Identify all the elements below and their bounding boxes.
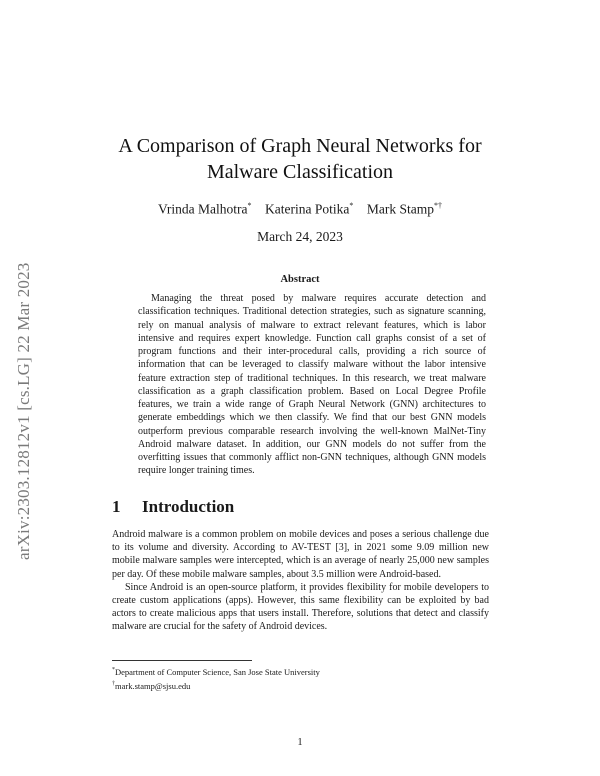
author-name: Katerina Potika <box>265 201 350 217</box>
section-heading-introduction <box>112 497 234 517</box>
author-name: Mark Stamp <box>366 201 435 217</box>
author-list <box>60 201 540 218</box>
footnote-affiliation <box>112 664 492 678</box>
section-title: Introduction <box>142 497 235 516</box>
author-affiliation-mark: * <box>349 201 354 210</box>
footnote-mark: * <box>112 667 115 673</box>
publication-date: March 24, 2023 <box>257 229 343 244</box>
author-affiliation-mark: *† <box>434 201 443 210</box>
page-number: 1 <box>297 737 303 748</box>
introduction-paragraph: Android malware is a common problem on mobile devices and poses a serious challenge due to its volume and diversity. According to AV-TEST [3], in 2021 some 9.09 million new mobile malware samples were intercepted, which is an average of nearly 25,000 new samples per day. Of these mobile malware samples, about 3.5 million were Android-based. <box>112 529 489 580</box>
footnote-text: mark.stamp@sjsu.edu <box>115 680 191 691</box>
introduction-body <box>112 528 489 634</box>
paper-title-line-2: Malware Classification <box>206 161 394 183</box>
footnote-text: Department of Computer Science, San Jose State University <box>115 666 320 677</box>
footnotes <box>112 664 492 692</box>
introduction-paragraph: Since Android is an open-source platform, it provides flexibility for mobile developers to create custom applications (apps). However, this same flexibility can be exploited by bad actors to create malicious apps that users install. Therefore, solutions that detect and classify malware are crucial for the safety of Android devices. <box>112 581 489 633</box>
footnote-divider <box>112 660 252 661</box>
paper-title-line-1: A Comparison of Graph Neural Networks for <box>118 135 482 157</box>
footnote-mark: † <box>112 680 115 687</box>
paper-title <box>60 133 540 185</box>
abstract-text: Managing the threat posed by malware requires accurate detection and classification techniques. Traditional detection strategies, such as signature scanning, rely on manual analysis of malware to extract relevant features, which is labor intensive and requires expert knowledge. Function call graphs consist of a set of program functions and their inter-procedural calls, providing a rich source of information that can be leveraged to classify malware without the labor intensive feature extraction step of traditional techniques. In this research, we treat malware classification as a graph classification problem. Based on Local Degree Profile features, we train a wide range of Graph Neural Network (GNN) architectures to generate embeddings which we then classify. We find that our best GNN models outperform previous comparable research involving the well-known MalNet-Tiny Android malware dataset. In addition, our GNN models do not suffer from the overfitting issues that commonly afflict non-GNN techniques, although GNN models require longer training times. <box>138 293 486 477</box>
arxiv-identifier-stamp: arXiv:2303.12812v1 [cs.LG] 22 Mar 2023 <box>14 262 33 560</box>
author-name: Vrinda Malhotra <box>157 201 248 217</box>
section-number: 1 <box>112 497 121 516</box>
author-affiliation-mark: * <box>247 201 252 210</box>
abstract-heading: Abstract <box>280 274 320 285</box>
footnote-email <box>112 678 492 692</box>
